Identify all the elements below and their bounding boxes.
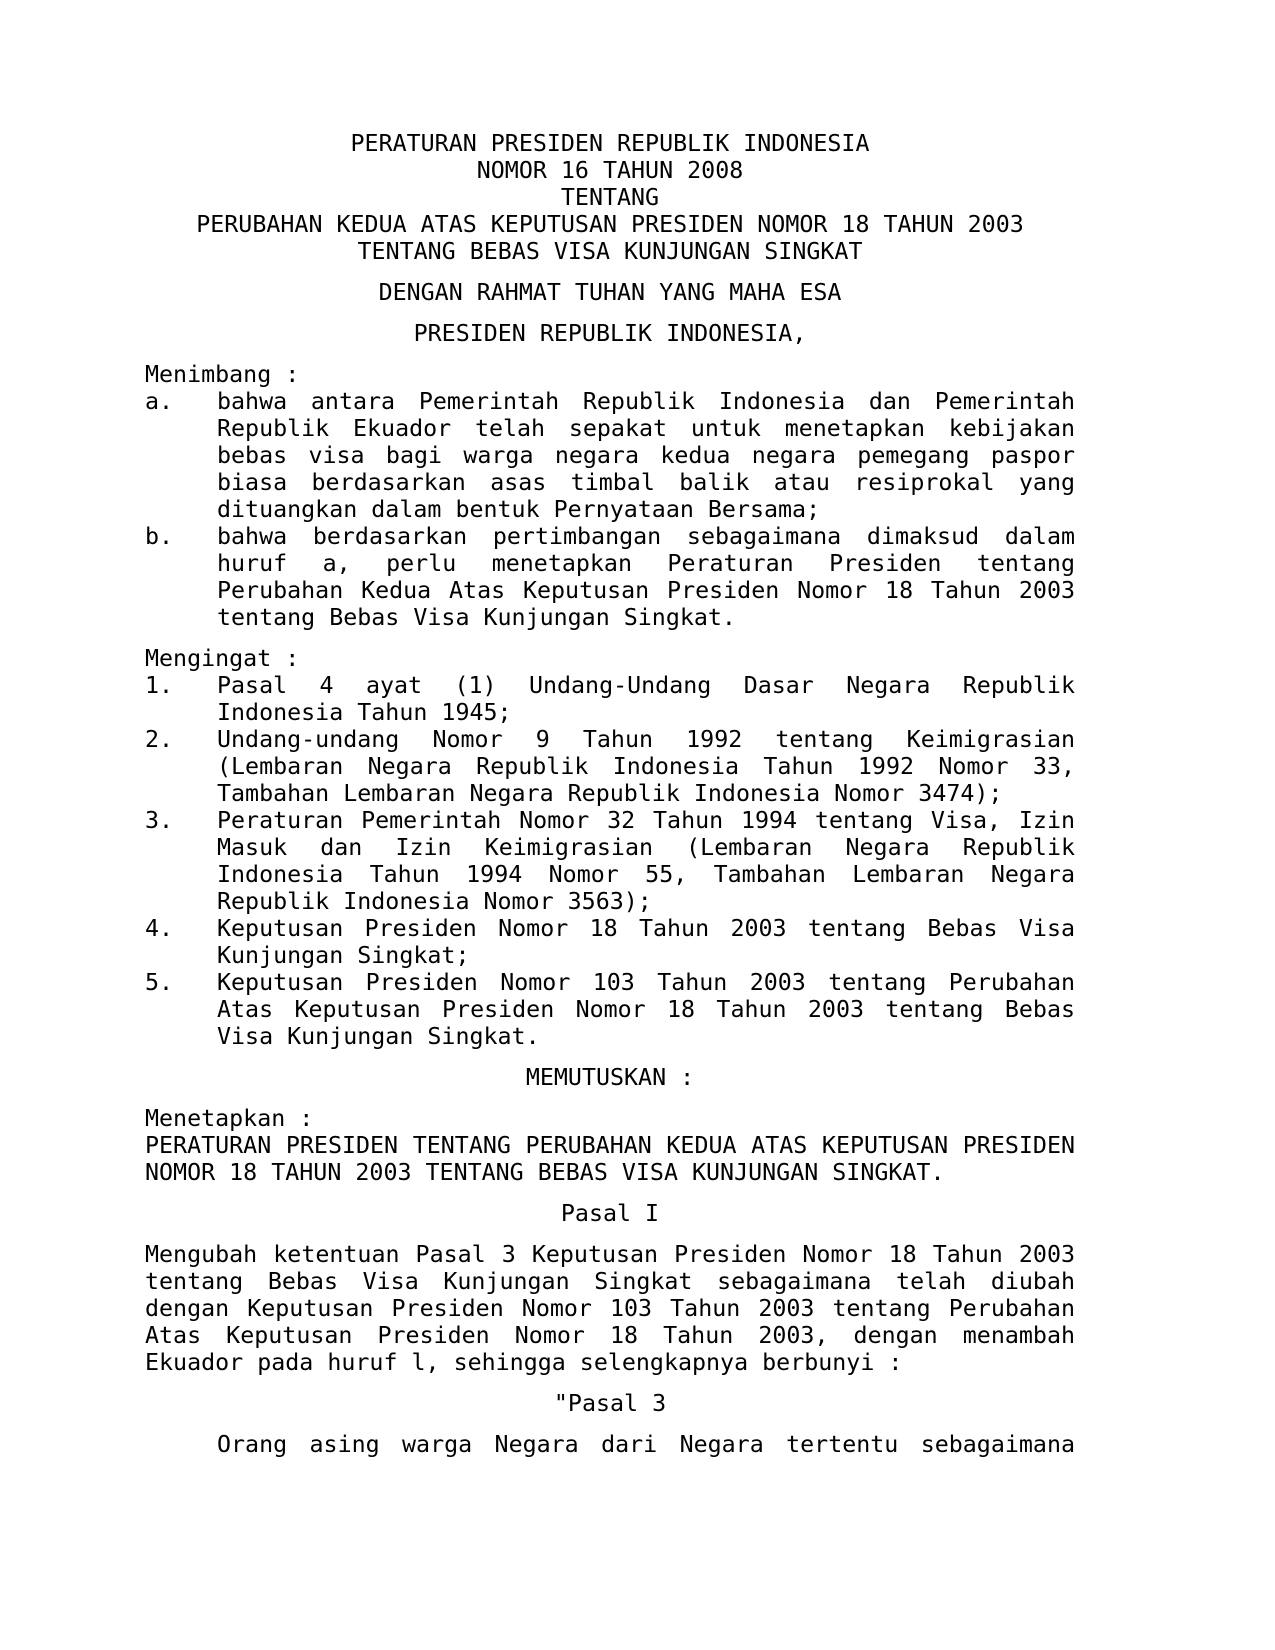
mengingat-section — [145, 645, 1075, 1050]
mengingat-label: Mengingat : — [145, 645, 300, 672]
mengingat-item-1 — [145, 672, 1075, 726]
item-marker: 1. — [145, 672, 174, 699]
item-marker: 4. — [145, 915, 174, 942]
mengingat-item-3 — [145, 807, 1075, 915]
item-text: bahwa antara Pemerintah Republik Indonesia dan Pemerintah Republik Ekuador telah sepakat untuk menetapkan kebijakan bebas visa bagi warga negara kedua negara pemegang paspor biasa berdasarkan asas timbal balik atau resiprokal yang dituangkan dalam bentuk Pernyataan Bersama; — [217, 388, 1075, 523]
item-text: Pasal 4 ayat (1) Undang-Undang Dasar Negara Republik Indonesia Tahun 1945; — [217, 672, 1075, 726]
menimbang-label: Menimbang : — [145, 361, 300, 388]
title-line-4: PERUBAHAN KEDUA ATAS KEPUTUSAN PRESIDEN NOMOR 18 TAHUN 2003 — [196, 211, 1024, 238]
menimbang-section — [145, 361, 1075, 631]
item-marker: 5. — [145, 969, 174, 996]
menimbang-item-a — [145, 388, 1075, 523]
title-line-5: TENTANG BEBAS VISA KUNJUNGAN SINGKAT — [357, 238, 863, 265]
mengingat-item-4 — [145, 915, 1075, 969]
item-text: Peraturan Pemerintah Nomor 32 Tahun 1994 tentang Visa, Izin Masuk dan Izin Keimigrasian (Lembaran Negara Republik Indonesia Tahun 1994 Nomor 55, Tambahan Lembaran Negara Republik Indonesia Nomor 3563); — [217, 807, 1075, 915]
pasal-i-body: Mengubah ketentuan Pasal 3 Keputusan Presiden Nomor 18 Tahun 2003 tentang Bebas Visa Kunjungan Singkat sebagaimana telah diubah dengan Keputusan Presiden Nomor 103 Tahun 2003 tentang Perubahan Atas Keputusan Presiden Nomor 18 Tahun 2003, dengan menambah Ekuador pada huruf l, sehingga selengkapnya berbunyi : — [145, 1241, 1075, 1376]
menimbang-item-b — [145, 523, 1075, 631]
menetapkan-text: PERATURAN PRESIDEN TENTANG PERUBAHAN KEDUA ATAS KEPUTUSAN PRESIDEN NOMOR 18 TAHUN 2003 TENTANG BEBAS VISA KUNJUNGAN SINGKAT. — [145, 1132, 1075, 1186]
document-title-block — [145, 130, 1075, 265]
item-text: Undang-undang Nomor 9 Tahun 1992 tentang Keimigrasian (Lembaran Negara Republik Indonesia Tahun 1992 Nomor 33, Tambahan Lembaran Negara Republik Indonesia Nomor 3474); — [217, 726, 1075, 807]
item-marker: a. — [145, 388, 174, 415]
item-marker: 3. — [145, 807, 174, 834]
mengingat-item-2 — [145, 726, 1075, 807]
pasal-3-first-line: Orang asing warga Negara dari Negara tertentu sebagaimana — [217, 1431, 1075, 1458]
title-line-2: NOMOR 16 TAHUN 2008 — [476, 157, 744, 184]
memutuskan-heading: MEMUTUSKAN : — [525, 1064, 695, 1091]
issuer-line: PRESIDEN REPUBLIK INDONESIA, — [413, 320, 807, 347]
item-text: Keputusan Presiden Nomor 18 Tahun 2003 tentang Bebas Visa Kunjungan Singkat; — [217, 915, 1075, 969]
item-text: bahwa berdasarkan pertimbangan sebagaimana dimaksud dalam huruf a, perlu menetapkan Peraturan Presiden tentang Perubahan Kedua Atas Keputusan Presiden Nomor 18 Tahun 2003 tentang Bebas Visa Kunjungan Singkat. — [217, 523, 1075, 631]
title-line-1: PERATURAN PRESIDEN REPUBLIK INDONESIA — [350, 130, 870, 157]
menetapkan-label: Menetapkan : — [145, 1105, 314, 1132]
menetapkan-section — [145, 1105, 1075, 1186]
title-line-3: TENTANG — [560, 184, 660, 211]
pasal-i-heading: Pasal I — [560, 1200, 660, 1227]
item-marker: b. — [145, 523, 174, 550]
pasal-3-heading: "Pasal 3 — [553, 1390, 667, 1417]
item-text: Keputusan Presiden Nomor 103 Tahun 2003 tentang Perubahan Atas Keputusan Presiden Nomor 18 Tahun 2003 tentang Bebas Visa Kunjungan Singkat. — [217, 969, 1075, 1050]
item-marker: 2. — [145, 726, 174, 753]
mengingat-item-5 — [145, 969, 1075, 1050]
invocation-line: DENGAN RAHMAT TUHAN YANG MAHA ESA — [378, 279, 842, 306]
